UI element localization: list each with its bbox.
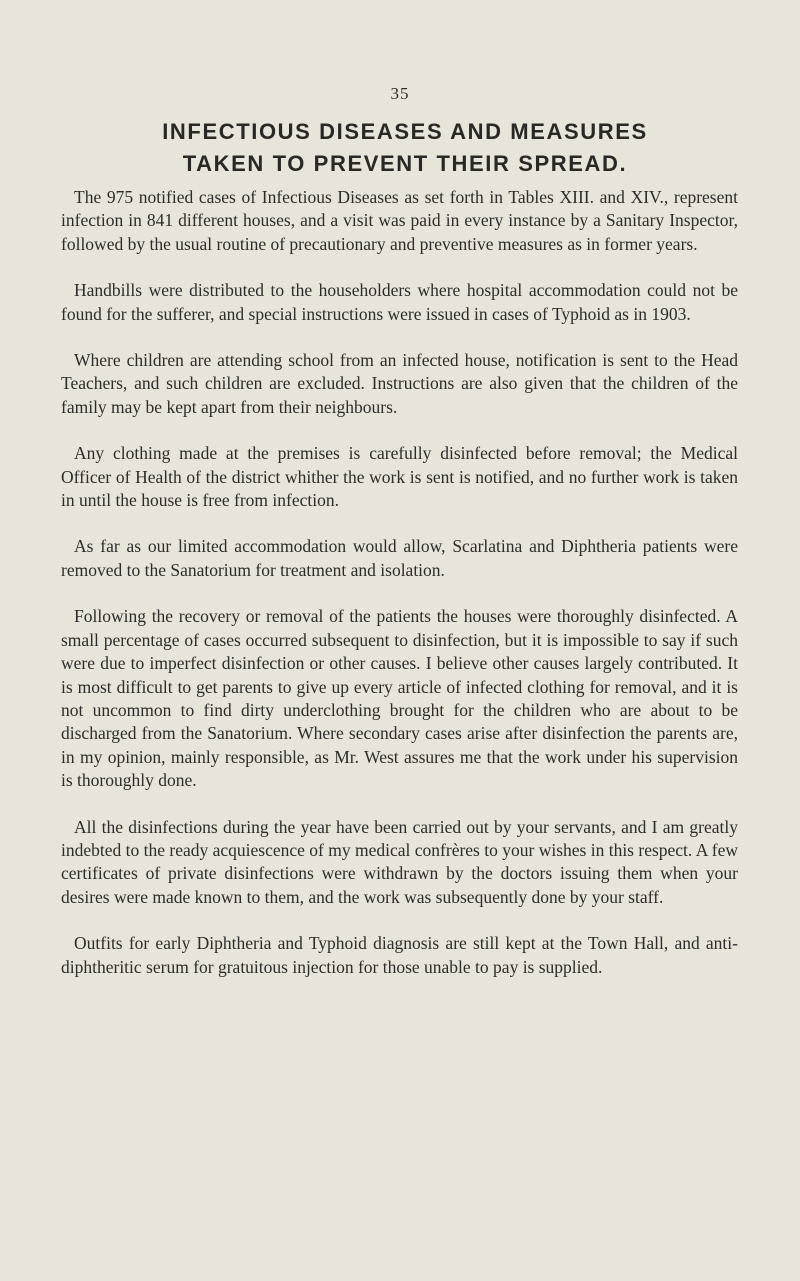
paragraph-7: All the disinfections during the year have been carried out by your servants, and I am greatly indebted to the ready acquiescence of my medical confrères to your wishes in this respect. A few certificates of private disinfections were withdrawn by the doctors issuing them when your desires were made known to them, and the work was subsequently done by your staff. <box>61 816 738 907</box>
paragraph-6: Following the recovery or removal of the patients the houses were thoroughly disinfected. A small percentage of cases occurred subsequent to disinfection, but it is impossible to say if such were due to imperfect disinfection or other causes. I believe other causes largely contributed. It is most difficult to get parents to give up every article of infected clothing for removal, and it is not uncommon to find dirty underclothing brought for the children who are about to be discharged from the Sanatorium. Where secondary cases arise after disinfection the parents are, in my opinion, mainly responsible, as Mr. West assures me that the work under his supervision is thoroughly done. <box>61 606 738 791</box>
paragraph-2: Handbills were distributed to the householders where hospital accommodation could not be found for the sufferer, and special instructions were issued in cases of Typhoid as in 1903. <box>61 280 738 324</box>
paragraph-5: As far as our limited accommodation would allow, Scarlatina and Diphtheria patients were removed to the Sanatorium for treatment and isolation. <box>61 536 738 580</box>
title-line-1: INFECTIOUS DISEASES AND MEASURES <box>162 119 648 144</box>
paragraph-3: Where children are attending school from an infected house, notification is sent to the Head Teachers, and such children are excluded. Instructions are also given that the children of the family may be kept apart from their neighbours. <box>61 350 738 417</box>
page-number: 35 <box>390 84 410 103</box>
page-title <box>40 116 770 180</box>
paragraph-4: Any clothing made at the premises is carefully disinfected before removal; the Medical Officer of Health of the district whither the work is sent is notified, and no further work is taken in until the house is free from infection. <box>61 443 738 511</box>
paragraph-8: Outfits for early Diphtheria and Typhoid diagnosis are still kept at the Town Hall, and anti-diphtheritic serum for gratuitous injection for those unable to pay is supplied. <box>61 933 738 977</box>
paragraph-1: The 975 notified cases of Infectious Diseases as set forth in Tables XIII. and XIV., represent infection in 841 different houses, and a visit was paid in every instance by a Sanitary Inspector, followed by the usual routine of precautionary and preventive measures as in former years. <box>61 187 738 254</box>
title-line-2: TAKEN TO PREVENT THEIR SPREAD. <box>182 151 628 176</box>
body-text <box>61 186 738 1002</box>
